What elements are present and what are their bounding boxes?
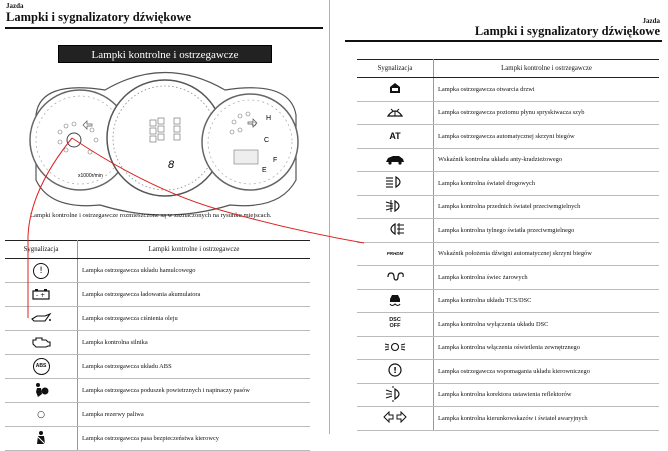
seatbelt-icon [33,430,49,446]
row-text: Lampka kontrolna przednich świateł przeciwmgielnych [434,195,660,219]
table-row [357,336,659,360]
at-icon: AT [389,130,401,141]
engine-check-icon [30,335,52,349]
chapter-title: Lampki i sygnalizatory dźwiękowe [474,24,660,38]
row-text: Lampka kontrolna włączenia oświetlenia zewnętrznego [434,336,660,360]
table-row [5,331,310,355]
lcd-display [234,150,258,164]
headlight-leveling-icon [385,386,405,402]
row-text: Lampka kontrolna świec żarowych [434,266,660,290]
power-steering-icon [386,362,404,378]
row-text: Lampka ostrzegawcza automatycznej skrzyni biegów [434,125,660,149]
instrument-cluster [0,60,330,260]
cluster-caption: Lampki kontrolne i ostrzegawcze rozmieszczone są w zaznaczonych na rysunku miejscach. [30,212,272,219]
battery-icon [31,288,51,300]
row-text: Lampka kontrolna świateł drogowych [434,172,660,196]
temp-cold-label: C [264,137,270,144]
row-text: Lampka rezerwy paliwa [78,403,311,427]
oil-pressure-icon [30,312,52,324]
gauge-dial [202,94,298,190]
tachometer-unit: x1000r/min [78,173,103,179]
table-row [357,219,659,243]
table-row [357,148,659,172]
brake-warning-icon: ! [33,263,49,279]
row-text: Lampka ostrzegawcza wspomagania układu kierowniczego [434,360,660,384]
table-row [357,125,659,149]
table-row [5,355,310,379]
row-text: Lampka kontrolna wyłączenia układu DSC [434,313,660,337]
row-text: Lampka ostrzegawcza poduszek powietrznych i napinaczy pasów [78,379,311,403]
table-row [357,360,659,384]
row-text: Lampka ostrzegawcza układu hamulcowego [78,259,311,283]
abs-icon: ABS [33,358,50,375]
section-banner: Lampki kontrolne i ostrzegawcze [58,45,272,63]
left-page [0,0,330,442]
row-text: Lampka ostrzegawcza poziomu płynu spryskiwacza szyb [434,101,660,125]
table-row [357,313,659,337]
row-text: Wskaźnik położenia dźwigni automatycznej skrzyni biegów [434,242,660,266]
column-header: Lampki kontrolne i ostrzegawcze [78,241,311,259]
row-text: Lampka kontrolna silnika [78,331,311,355]
svg-text:- +: - + [36,291,46,299]
table-row [357,266,659,290]
table-row [5,307,310,331]
high-beam-icon [385,175,405,189]
title-rule-right [345,40,662,42]
washer-fluid-icon [385,105,405,119]
row-text: Lampka kontrolna tylnego światła przeciwmgielnego [434,219,660,243]
row-text: Lampka kontrolna układu TCS/DSC [434,289,660,313]
airbag-icon [32,382,50,398]
table-row [357,172,659,196]
security-icon [384,153,406,165]
table-row [5,259,310,283]
row-text: Lampka ostrzegawcza ciśnienia oleju [78,307,311,331]
indicator-table-right [357,59,659,431]
tcs-dsc-icon [387,292,403,308]
exterior-lights-icon [384,341,406,353]
table-row [357,242,659,266]
gear-display: 8 [168,159,175,171]
row-text: Wskaźnik kontrolna układu anty-kradzieżowego [434,148,660,172]
front-fog-icon [385,199,405,213]
table-row [5,379,310,403]
door-open-icon [387,81,403,95]
table-row [5,403,310,427]
turn-signals-icon [383,411,407,423]
section-label: Jazda [642,17,660,25]
column-header: Lampki kontrolne i ostrzegawcze [434,60,660,78]
dsc-off-icon: DSC OFF [389,317,401,330]
row-text: Lampka ostrzegawcza pasa bezpieczeństwa kierowcy [78,427,311,451]
row-text: Lampka kontrolna kierunkowskazów i świateł awaryjnych [434,407,660,431]
glow-plug-icon [385,271,405,281]
indicator-table-left [5,240,310,451]
column-header: Sygnalizacja [357,60,434,78]
section-label: Jazda [6,2,24,10]
rear-fog-icon [385,222,405,236]
table-row [357,407,659,431]
table-row [357,78,659,102]
fuel-empty-label: E [262,167,267,174]
row-text: Lampka ostrzegawcza otwarcia drzwi [434,78,660,102]
table-row [357,101,659,125]
temp-hot-label: H [266,115,272,122]
prhdm-icon: PRHDM [386,251,404,257]
table-row [5,283,310,307]
fuel-full-label: F [273,157,278,164]
title-rule [5,27,323,29]
column-header: Sygnalizacja [5,241,78,259]
table-row [357,289,659,313]
fuel-reserve-icon: ○ [37,409,45,420]
table-row [357,195,659,219]
chapter-title: Lampki i sygnalizatory dźwiękowe [6,10,192,24]
row-text: Lampka kontrolna korektora ustawienia reflektorów [434,383,660,407]
svg-text:!: ! [393,366,397,376]
row-text: Lampka ostrzegawcza układu ABS [78,355,311,379]
table-row [357,383,659,407]
table-row [5,427,310,451]
row-text: Lampka ostrzegawcza ładowania akumulatora [78,283,311,307]
